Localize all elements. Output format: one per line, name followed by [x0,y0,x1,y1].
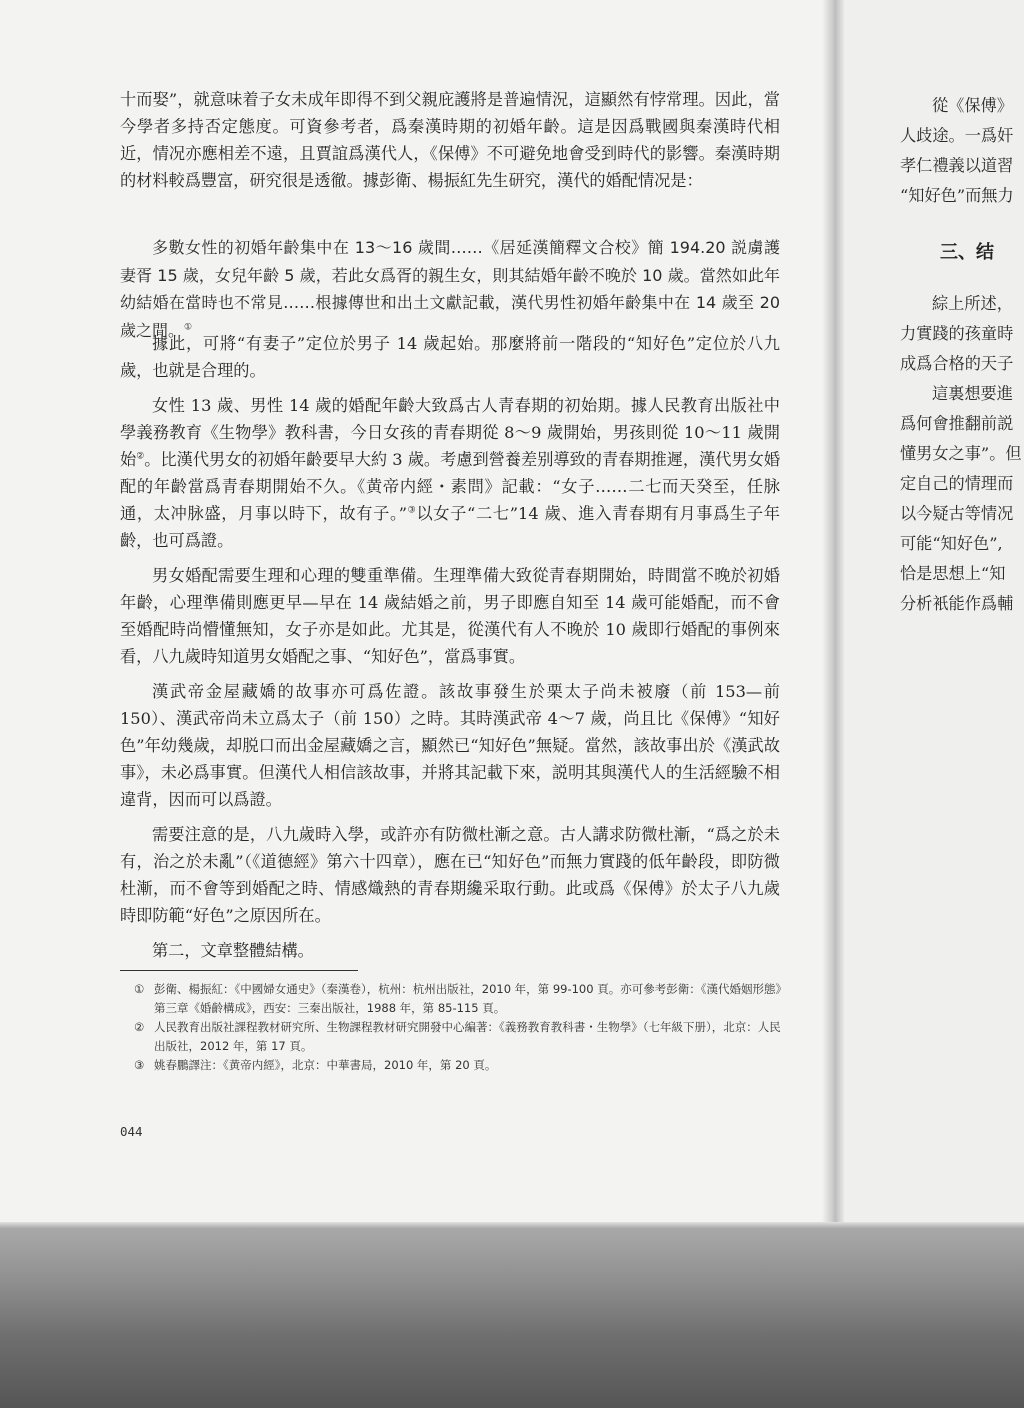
footnotes [120,980,790,1075]
paragraph-3-part-a: 女性 13 歲、男性 14 歲的婚配年齡大致爲古人青春期的初始期。據人民教育出版社中學義務教育《生物學》教科書，今日女孩的青春期從 8～9 歲開始，男孩則從 10～11 歲開始 [120,396,780,469]
paragraph-6: 需要注意的是，八九歲時入學，或許亦有防微杜漸之意。古人講求防微杜漸，“爲之於未有，治之於未亂”（《道德經》第六十四章），應在已“知好色”而無力實踐的低年齡段，即防微杜漸，而不會等到婚配之時、情感熾熱的青春期纔采取行動。此或爲《保傅》於太子八九歲時即防範“好色”之原因所在。 [120,825,780,925]
body-text [120,330,780,964]
footnote-ref-2: ② [136,451,145,462]
right-line: 懂男女之事”。但 [900,444,1022,463]
paragraph-3 [120,392,780,554]
paragraph-1-text: 十而娶”，就意味着子女未成年即得不到父親庇護將是普遍情況，這顯然有悖常理。因此，當今學者多持否定態度。可資參考者，爲秦漢時期的初婚年齡。這是因爲戰國與秦漢時代相近，情况亦應相差不遠，且賈誼爲漢代人，《保傅》不可避免地會受到時代的影響。秦漢時期的材料較爲豐富，研究很是透徹。據彭衛、楊振紅先生研究，漢代的婚配情况是： [120,90,780,190]
paragraph-5: 漢武帝金屋藏嬌的故事亦可爲佐證。該故事發生於栗太子尚未被廢（前 153—前 150）、漢武帝尚未立爲太子（前 150）之時。其時漢武帝 4～7 歲，尚且比《保傅》“知好色”年幼幾歲，却脱口而出金屋藏嬌之言，顯然已“知好色”無疑。當然，該故事出於《漢武故事》，未必爲事實。但漢代人相信該故事，并將其記載下來，説明其與漢代人的生活經驗不相違背，因而可以爲證。 [120,682,780,809]
paragraph-1 [120,86,780,194]
right-line: “知好色”而無力 [900,186,1014,205]
right-line: 分析衹能作爲輔 [900,594,1014,613]
right-line: 綜上所述， [932,294,1013,313]
footnote-mark: ② [134,1020,145,1034]
paragraph-7: 第二，文章整體結構。 [152,941,314,960]
footnote-text: 彭衛、楊振紅：《中國婦女通史》（秦漢卷），杭州：杭州出版社，2010 年，第 99-100 頁。亦可參考彭衛：《漢代婚姻形態》第三章《婚齡構成》，西安：三秦出版社，1988 年，第 85-115 頁。 [154,982,787,1015]
right-line: 這裏想要進 [932,384,1013,403]
scanner-bed [0,1228,1024,1408]
right-line: 以今疑古等情况 [900,504,1014,523]
page-number: 044 [120,1124,143,1139]
right-line: 定自己的情理而 [900,474,1014,493]
right-line: 可能“知好色”, [900,534,1003,553]
footnote [120,980,790,1018]
book-gutter [822,0,844,1228]
right-line: 人歧途。一爲奸 [900,126,1014,145]
paragraph-3-part-c: 以女子“二七”14 歲、進入青春期有月事爲生子年齡，也可爲證。 [120,504,780,550]
paragraph-4: 男女婚配需要生理和心理的雙重準備。生理準備大致從青春期開始，時間當不晚於初婚年齡，心理準備則應更早—早在 14 歲結婚之前，男子即應自知至 14 歲可能婚配，而不會至婚配時尚懵懂無知，女子亦是如此。尤其是，從漢代有人不晚於 10 歲即行婚配的事例來看，八九歲時知道男女婚配之事、“知好色”，當爲事實。 [120,566,780,666]
right-line: 孝仁禮義以道習 [900,156,1014,175]
right-line: 爲何會推翻前説 [900,414,1014,433]
footnote-divider [120,970,358,971]
footnote-text: 姚春鵬譯注：《黄帝内經》，北京：中華書局，2010 年，第 20 頁。 [154,1058,497,1072]
paragraph-2: 據此，可將“有妻子”定位於男子 14 歲起始。那麼將前一階段的“知好色”定位於八九歲，也就是合理的。 [120,334,780,380]
footnote-ref-1: ① [184,322,193,333]
right-line: 成爲合格的天子 [900,354,1014,373]
footnote-mark: ③ [134,1058,145,1072]
footnote [120,1018,790,1056]
right-line: 力實踐的孩童時 [900,324,1014,343]
right-line: 從《保傅》 [932,96,1013,115]
block-quote [120,234,780,344]
paragraph-3-part-b: 。比漢代男女的初婚年齡要早大約 3 歲。考慮到營養差别導致的青春期推遲，漢代男女婚配的年齡當爲青春期開始不久。《黄帝内經・素問》記載：“女子……二七而天癸至，任脉通，太冲脉盛，月事以時下，故有子。” [120,450,781,523]
right-line: 恰是思想上“知 [900,564,1006,583]
footnote-mark: ① [134,982,145,996]
block-quote-text: 多數女性的初婚年齡集中在 13～16 歲間……《居延漢簡釋文合校》簡 194.20 説虜護妻胥 15 歲，女兒年齡 5 歲，若此女爲胥的親生女，則其結婚年齡不晚於 10 歲。當然如此年幼結婚在當時也不常見……根據傳世和出土文獻記載，漢代男性初婚年齡集中在 14 歲至 20 歲之間。 [120,238,780,340]
right-section-heading: 三、结 [940,242,994,263]
footnote-ref-3: ③ [407,505,417,516]
footnote [120,1056,790,1075]
footnote-text: 人民教育出版社課程教材研究所、生物課程教材研究開發中心編著：《義務教育教科書・生物學》（七年級下册），北京：人民出版社，2012 年，第 17 頁。 [154,1020,781,1053]
